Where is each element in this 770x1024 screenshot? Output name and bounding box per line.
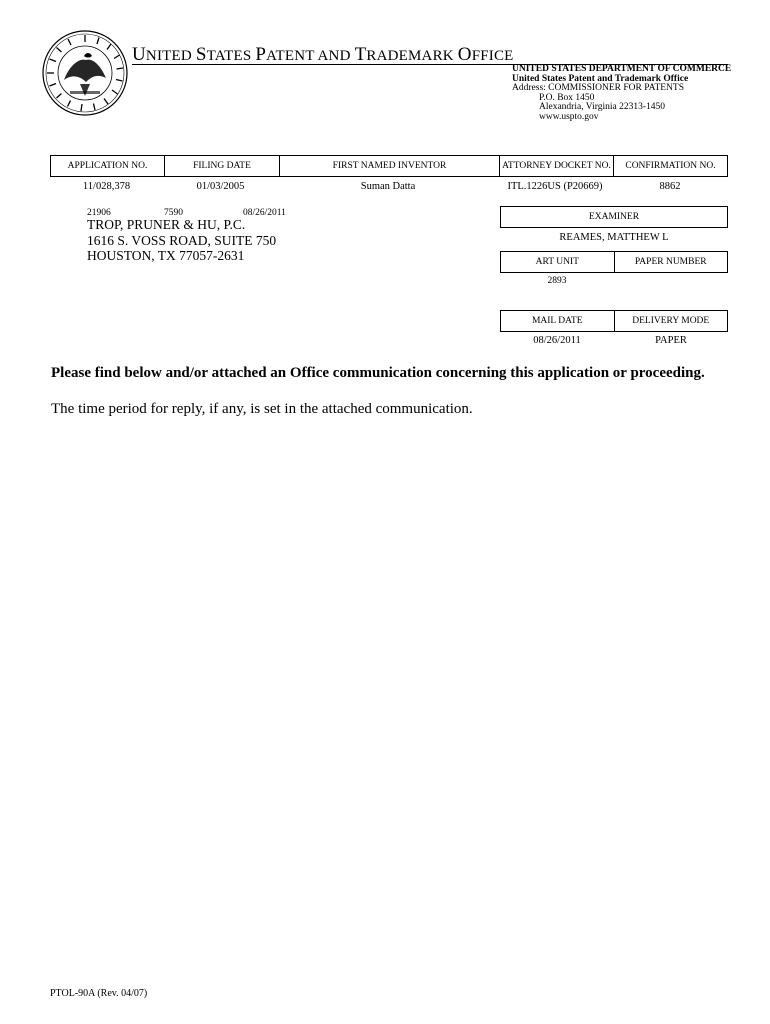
filing-date-value: 01/03/2005 (196, 181, 245, 192)
mail-date-label: MAIL DATE (531, 316, 583, 326)
art-unit-label: ART UNIT (535, 257, 579, 267)
address-line: Address: COMMISSIONER FOR PATENTS (512, 83, 685, 93)
confirmation-no-value: 8862 (659, 181, 681, 192)
form-number: PTOL-90A (Rev. 04/07) (50, 988, 148, 999)
application-header-table (50, 155, 728, 177)
mail-delivery-header (500, 310, 728, 332)
agency-name: United States Patent and Trademark Office (512, 73, 689, 84)
col-attorney-docket-no: ATTORNEY DOCKET NO. (499, 156, 613, 176)
city-line: Alexandria, Virginia 22313-1450 (539, 102, 665, 112)
department-address-block (512, 65, 731, 122)
col-confirmation-no: CONFIRMATION NO. (613, 156, 727, 176)
reply-period-text: The time period for reply, if any, is set in the attached communication. (51, 401, 473, 417)
examiner-label-box (500, 206, 728, 228)
correspondence-code: 7590 (164, 208, 183, 218)
firm-name: TROP, PRUNER & HU, P.C. (87, 217, 246, 232)
uspto-seal-icon (40, 28, 130, 118)
correspondence-address (87, 217, 276, 264)
col-filing-date: FILING DATE (164, 156, 279, 176)
examiner-name: REAMES, MATTHEW L (559, 232, 669, 243)
street-address: 1616 S. VOSS ROAD, SUITE 750 (87, 232, 277, 248)
office-communication-notice: Please find below and/or attached an Office communication concerning this application or proceeding. (51, 365, 705, 381)
po-box: P.O. Box 1450 (539, 92, 595, 103)
art-unit-value: 2893 (547, 276, 567, 286)
delivery-mode-label: DELIVERY MODE (614, 311, 728, 331)
mail-date-value: 08/26/2011 (533, 335, 581, 346)
customer-number: 21906 (87, 208, 111, 218)
paper-number-label: PAPER NUMBER (614, 252, 728, 272)
delivery-mode-value: PAPER (655, 335, 687, 346)
col-first-named-inventor: FIRST NAMED INVENTOR (279, 156, 499, 176)
inventor-value: Suman Datta (360, 181, 416, 192)
examiner-label: EXAMINER (588, 212, 640, 222)
city-state-zip: HOUSTON, TX 77057-2631 (87, 248, 245, 263)
col-application-no: APPLICATION NO. (67, 161, 148, 171)
office-title: UNITED STATES PATENT AND TRADEMARK OFFICE (132, 44, 514, 65)
website: www.uspto.gov (539, 111, 599, 122)
docket-no-value: ITL.1226US (P20669) (507, 181, 603, 192)
art-unit-paper-header (500, 251, 728, 273)
correspondence-date: 08/26/2011 (243, 208, 286, 218)
department-name: UNITED STATES DEPARTMENT OF COMMERCE (512, 64, 732, 74)
application-no-value: 11/028,378 (82, 181, 131, 192)
